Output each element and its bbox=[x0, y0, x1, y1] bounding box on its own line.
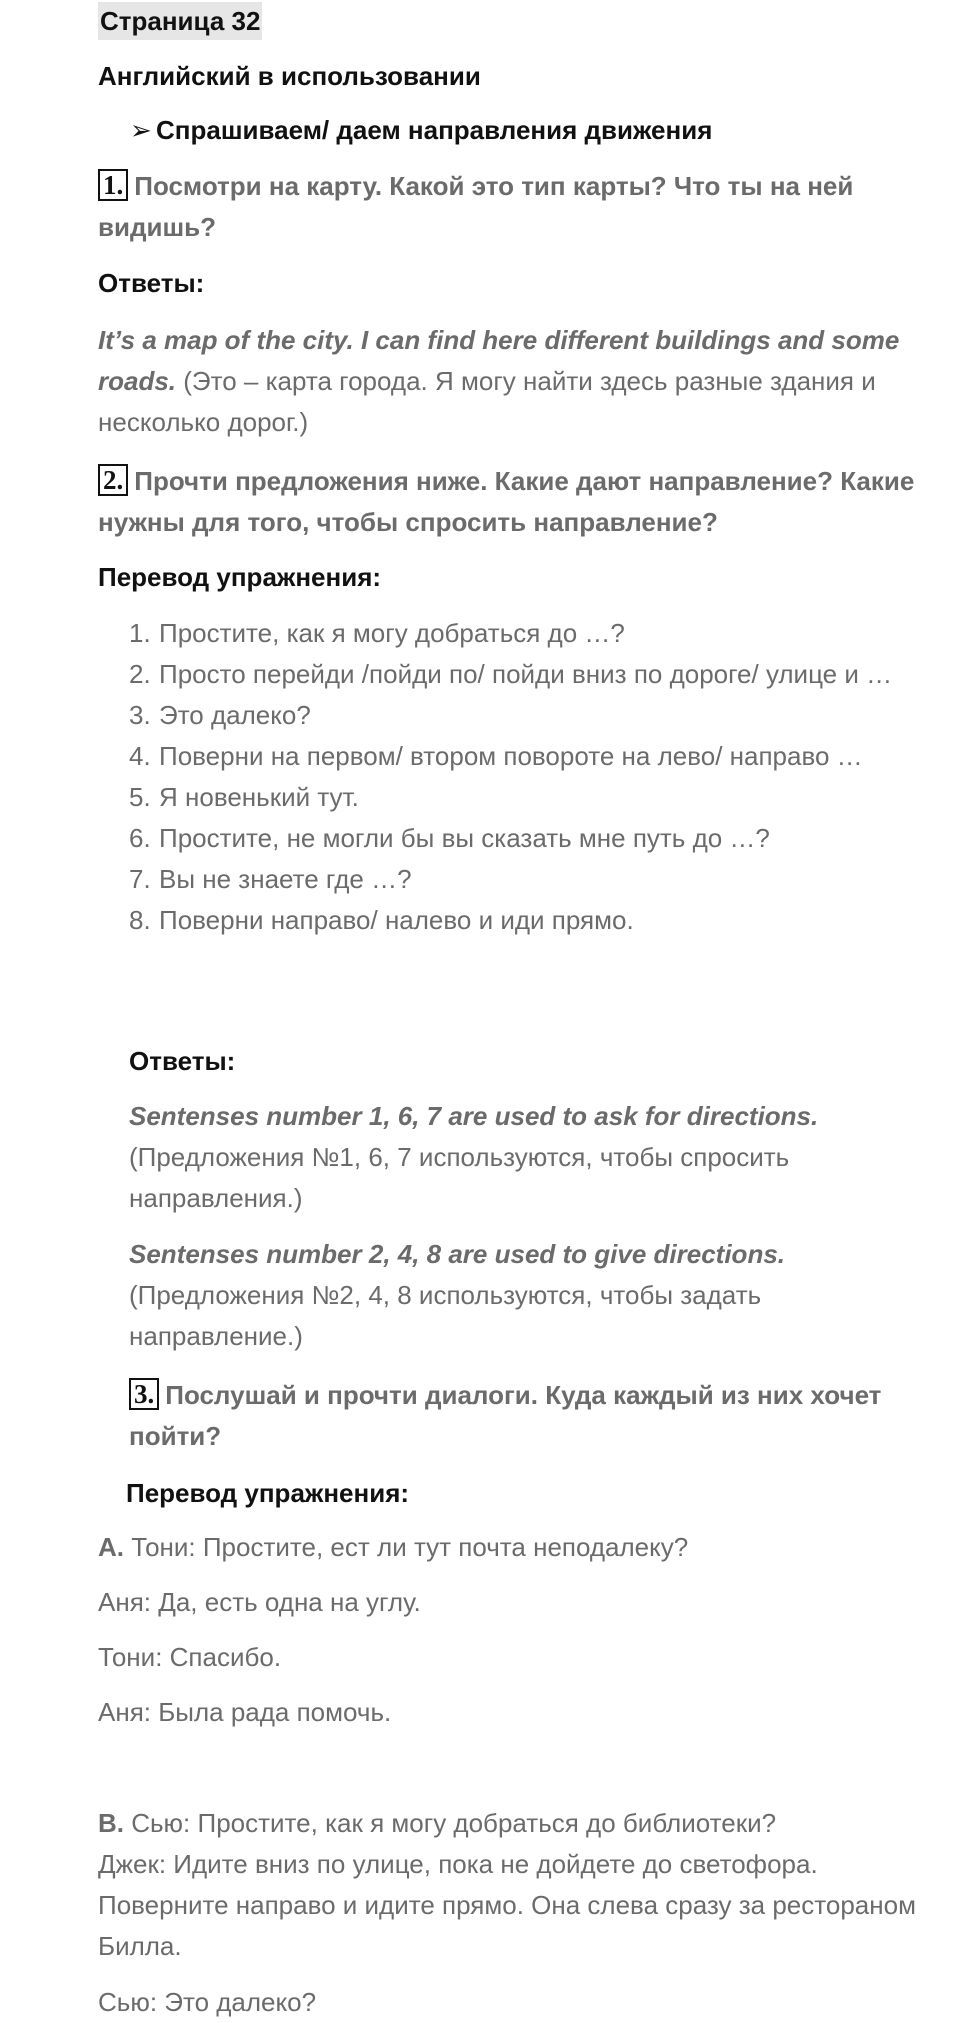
list-item bbox=[129, 777, 920, 818]
section-title: Английский в использовании bbox=[98, 61, 481, 91]
list-item bbox=[129, 900, 920, 941]
list-item bbox=[129, 818, 920, 859]
answer-russian: (Предложения №1, 6, 7 используются, чтобы спросить направления.) bbox=[129, 1142, 790, 1213]
answer-russian: (Это – карта города. Я могу найти здесь разные здания и несколько дорог.) bbox=[98, 366, 876, 437]
dialogue-text: Тони: Простите, ест ли тут почта неподалеку? bbox=[131, 1532, 689, 1562]
list-number: 1. bbox=[129, 618, 151, 648]
list-number: 2. bbox=[129, 659, 151, 689]
dialogue-a-line: Аня: Была рада помочь. bbox=[98, 1697, 392, 1727]
exercise-3 bbox=[129, 1375, 920, 1457]
list-item bbox=[129, 695, 920, 736]
list-number: 5. bbox=[129, 782, 151, 812]
answer-english: It’s a map of the city. I can find here different buildings and some roads. bbox=[98, 325, 900, 396]
dialogue-a-line: Аня: Да, есть одна на углу. bbox=[98, 1587, 421, 1617]
list-text: Вы не знаете где …? bbox=[159, 864, 412, 894]
exercise-number-box: 2. bbox=[98, 464, 128, 496]
arrow-bullet-icon: ➢ bbox=[130, 115, 152, 145]
list-text: Простите, не могли бы вы сказать мне путь до …? bbox=[159, 823, 770, 853]
exercise-1 bbox=[98, 166, 920, 248]
answers-heading: Ответы: bbox=[129, 1046, 236, 1076]
dialogue-b bbox=[98, 1803, 920, 1967]
exercise-text: Прочти предложения ниже. Какие дают направление? Какие нужны для того, чтобы спросить направление? bbox=[98, 466, 915, 537]
subsection-title bbox=[130, 110, 920, 151]
exercise-number-box: 1. bbox=[98, 169, 128, 201]
dialogue-a-line: Тони: Спасибо. bbox=[98, 1642, 282, 1672]
answer-russian: (Предложения №2, 4, 8 используются, чтобы задать направление.) bbox=[129, 1280, 762, 1351]
list-text: Поверни на первом/ втором повороте на лево/ направо … bbox=[159, 741, 863, 771]
list-item bbox=[129, 859, 920, 900]
list-number: 7. bbox=[129, 864, 151, 894]
exercise-2 bbox=[98, 461, 920, 543]
list-item bbox=[129, 654, 920, 695]
exercise-number-box: 3. bbox=[129, 1378, 159, 1410]
dialogue-b-line: Джек: Идите вниз по улице, пока не дойдете до светофора. Поверните направо и идите прямо. Она слева сразу за рестораном Билла. bbox=[98, 1849, 916, 1961]
list-text: Просто перейди /пойди по/ пойди вниз по дороге/ улице и … bbox=[159, 659, 893, 689]
list-text: Я новенький тут. bbox=[159, 782, 359, 812]
dialogue-a-line bbox=[98, 1527, 920, 1568]
dialogue-marker: B. bbox=[98, 1808, 124, 1838]
exercise-text: Посмотри на карту. Какой это тип карты? Что ты на ней видишь? bbox=[98, 171, 854, 242]
list-item bbox=[129, 736, 920, 777]
list-text: Это далеко? bbox=[159, 700, 311, 730]
list-number: 8. bbox=[129, 905, 151, 935]
list-text: Поверни направо/ налево и иди прямо. bbox=[159, 905, 634, 935]
dialogue-marker: A. bbox=[98, 1532, 124, 1562]
translation-list bbox=[129, 613, 920, 941]
answer-2a bbox=[129, 1096, 920, 1219]
dialogue-b-line: Сью: Это далеко? bbox=[98, 1987, 317, 2017]
list-item bbox=[129, 613, 920, 654]
answer-1 bbox=[98, 320, 920, 443]
answers-heading: Ответы: bbox=[98, 268, 205, 298]
translation-heading: Перевод упражнения: bbox=[126, 1478, 410, 1508]
translation-heading: Перевод упражнения: bbox=[98, 562, 382, 592]
subsection-title-text: Спрашиваем/ даем направления движения bbox=[156, 115, 713, 145]
answer-2b bbox=[129, 1234, 920, 1357]
list-text: Простите, как я могу добраться до …? bbox=[159, 618, 625, 648]
answer-english: Sentenses number 1, 6, 7 are used to ask for directions. bbox=[129, 1101, 819, 1131]
dialogue-b-line bbox=[98, 1803, 920, 1844]
list-number: 4. bbox=[129, 741, 151, 771]
exercise-text: Послушай и прочти диалоги. Куда каждый из них хочет пойти? bbox=[129, 1380, 882, 1451]
dialogue-text: Сью: Простите, как я могу добраться до библиотеки? bbox=[131, 1808, 777, 1838]
page-label: Страница 32 bbox=[98, 2, 262, 40]
list-number: 3. bbox=[129, 700, 151, 730]
answer-english: Sentenses number 2, 4, 8 are used to give directions. bbox=[129, 1239, 786, 1269]
list-number: 6. bbox=[129, 823, 151, 853]
